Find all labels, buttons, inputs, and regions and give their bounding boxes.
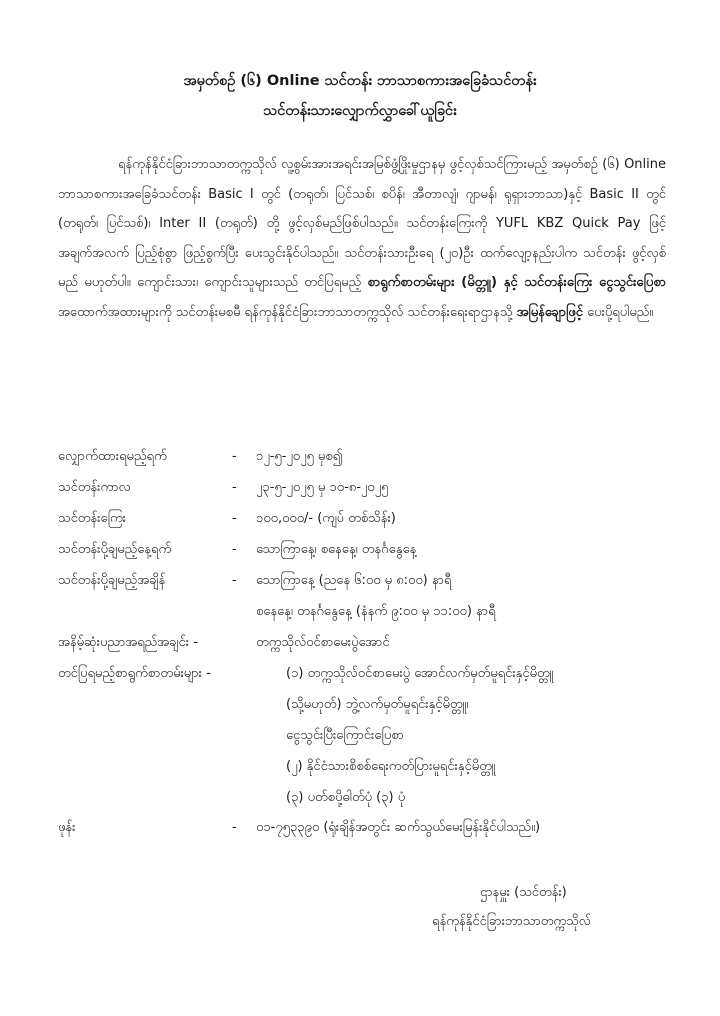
body-text-3: ပေးပို့ရပါမည်။ — [582, 304, 654, 320]
detail-label: သင်တန်းပို့ချမည့်နေ့ရက် — [58, 542, 172, 557]
notice-body — [58, 150, 666, 327]
detail-label: သင်တန်းကြေး — [58, 511, 126, 526]
document-item: (သို့မဟုတ်) ဘွဲ့လက်မှတ်မူရင်းနှင့်မိတ္တူ၊ — [286, 697, 469, 712]
phone-dash: - — [232, 820, 237, 835]
detail-label: သင်တန်းပို့ချမည့်အချိန် — [58, 573, 166, 588]
documents-label: တင်ပြရမည့်စာရွက်စာတမ်းများ - — [58, 666, 211, 681]
notice-subtitle: သင်တန်းသားလျှောက်လွှာခေါ်ယူခြင်း — [263, 103, 457, 119]
detail-dash: - — [232, 480, 237, 495]
document-item: (၃) ပတ်စပို့ဓါတ်ပုံ (၃) ပုံ — [286, 790, 406, 805]
detail-label: လျှောက်ထားရမည့်ရက် — [58, 449, 167, 464]
detail-value: ၂၃-၅-၂၀၂၅ မှ ၁၀-၈-၂၀၂၅ — [256, 480, 389, 495]
notice-title: အမှတ်စဉ် (၆) Online သင်တန်း ဘာသာစကားအခြေခံသင်တန်း — [183, 73, 537, 89]
detail-value: ၁၂-၅-၂၀၂၅ မှစ၍ — [256, 449, 343, 464]
document-item: ငွေသွင်းပြီးကြောင်းပြေစာ — [286, 728, 404, 743]
body-bold-express: အမြန်ချောဖြင့် — [516, 304, 583, 320]
detail-value: သောကြာနေ့၊ စနေနေ့၊ တနင်္ဂနွေနေ့ — [256, 542, 417, 557]
phone-label: ဖုန်း — [58, 820, 76, 835]
detail-dash: - — [232, 573, 237, 588]
detail-value: စနေနေ့၊ တနင်္ဂနွေနေ့ (နံနက် ၉:၀၀ မှ ၁၁:၀၀) နာရီ — [256, 604, 496, 619]
body-text-2: အထောက်အထားများကို သင်တန်းမစမီ ရန်ကုန်နိုင်ငံခြားဘာသာတက္ကသိုလ် သင်တန်းရေးရာဌာနသို့ — [58, 304, 517, 320]
detail-dash: - — [232, 542, 237, 557]
signature-title: ဌာနမှူး (သင်တန်း) — [480, 885, 567, 900]
detail-label: အနိမ့်ဆုံးပညာအရည်အချင်း - — [58, 635, 198, 650]
signature-org: ရန်ကုန်နိုင်ငံခြားဘာသာတက္ကသိုလ် — [432, 914, 591, 929]
document-item: (၁) တက္ကသိုလ်ဝင်စာမေးပွဲ အောင်လက်မှတ်မူရင်းနှင့်မိတ္တူ — [286, 666, 554, 681]
detail-label: သင်တန်းကာလ — [58, 480, 131, 495]
phone-value: ၀၁-၇၅၃၃၉၀ (ရုံးချိန်အတွင်း ဆက်သွယ်မေးမြန်းနိုင်ပါသည်။) — [256, 820, 541, 835]
detail-dash: - — [232, 449, 237, 464]
body-text-1: ရန်ကုန်နိုင်ငံခြားဘာသာတက္ကသိုလ် လူ့စွမ်းအားအရင်းအမြစ်ဖွံ့ဖြိုးမှုဌာနမှ ဖွင့်လှစ်သင်ကြားမည့် အမှတ်စဉ် (၆) Online ဘာသာစကားအခြေခံသင်တန်း Basic I တွင် (တရုတ်၊ ပြင်သစ်၊ စပိန်၊ အီတာလျံ၊ ဂျာမန်၊ ရုရှားဘာသာ)နှင့် Basic II တွင် (တရုတ်၊ ပြင်သစ်)၊ Inter II (တရုတ်) တို့ ဖွင့်လှစ်မည်ဖြစ်ပါသည်။ သင်တန်းကြေးကို YUFL KBZ Quick Pay ဖြင့် အချက်အလက် ပြည့်စုံစွာ ဖြည့်စွက်ပြီး ပေးသွင်းနိုင်ပါသည်။ သင်တန်းသားဦးရေ (၂၀)ဦး ထက်လျော့နည်းပါက သင်တန်း ဖွင့်လှစ်မည် မဟုတ်ပါ။ ကျောင်းသား၊ ကျောင်းသူများသည် တင်ပြရမည့် — [58, 157, 666, 290]
document-item: (၂) နိုင်ငံသားစိစစ်ရေးကတ်ပြားမူရင်းနှင့်မိတ္တူ — [286, 759, 496, 774]
detail-dash: - — [232, 511, 237, 526]
body-bold-documents: စာရွက်စာတမ်းများ (မိတ္တူ) နှင့် သင်တန်းကြေး ငွေသွင်းပြေစာ — [367, 275, 666, 290]
detail-value: ၁၀၀,၀၀၀/- (ကျပ် တစ်သိန်း) — [256, 511, 396, 526]
detail-value: သောကြာနေ့ (ညနေ ၆:၀၀ မှ ၈:၀၀) နာရီ — [256, 573, 452, 588]
detail-value: တက္ကသိုလ်ဝင်စာမေးပွဲအောင် — [256, 635, 390, 650]
